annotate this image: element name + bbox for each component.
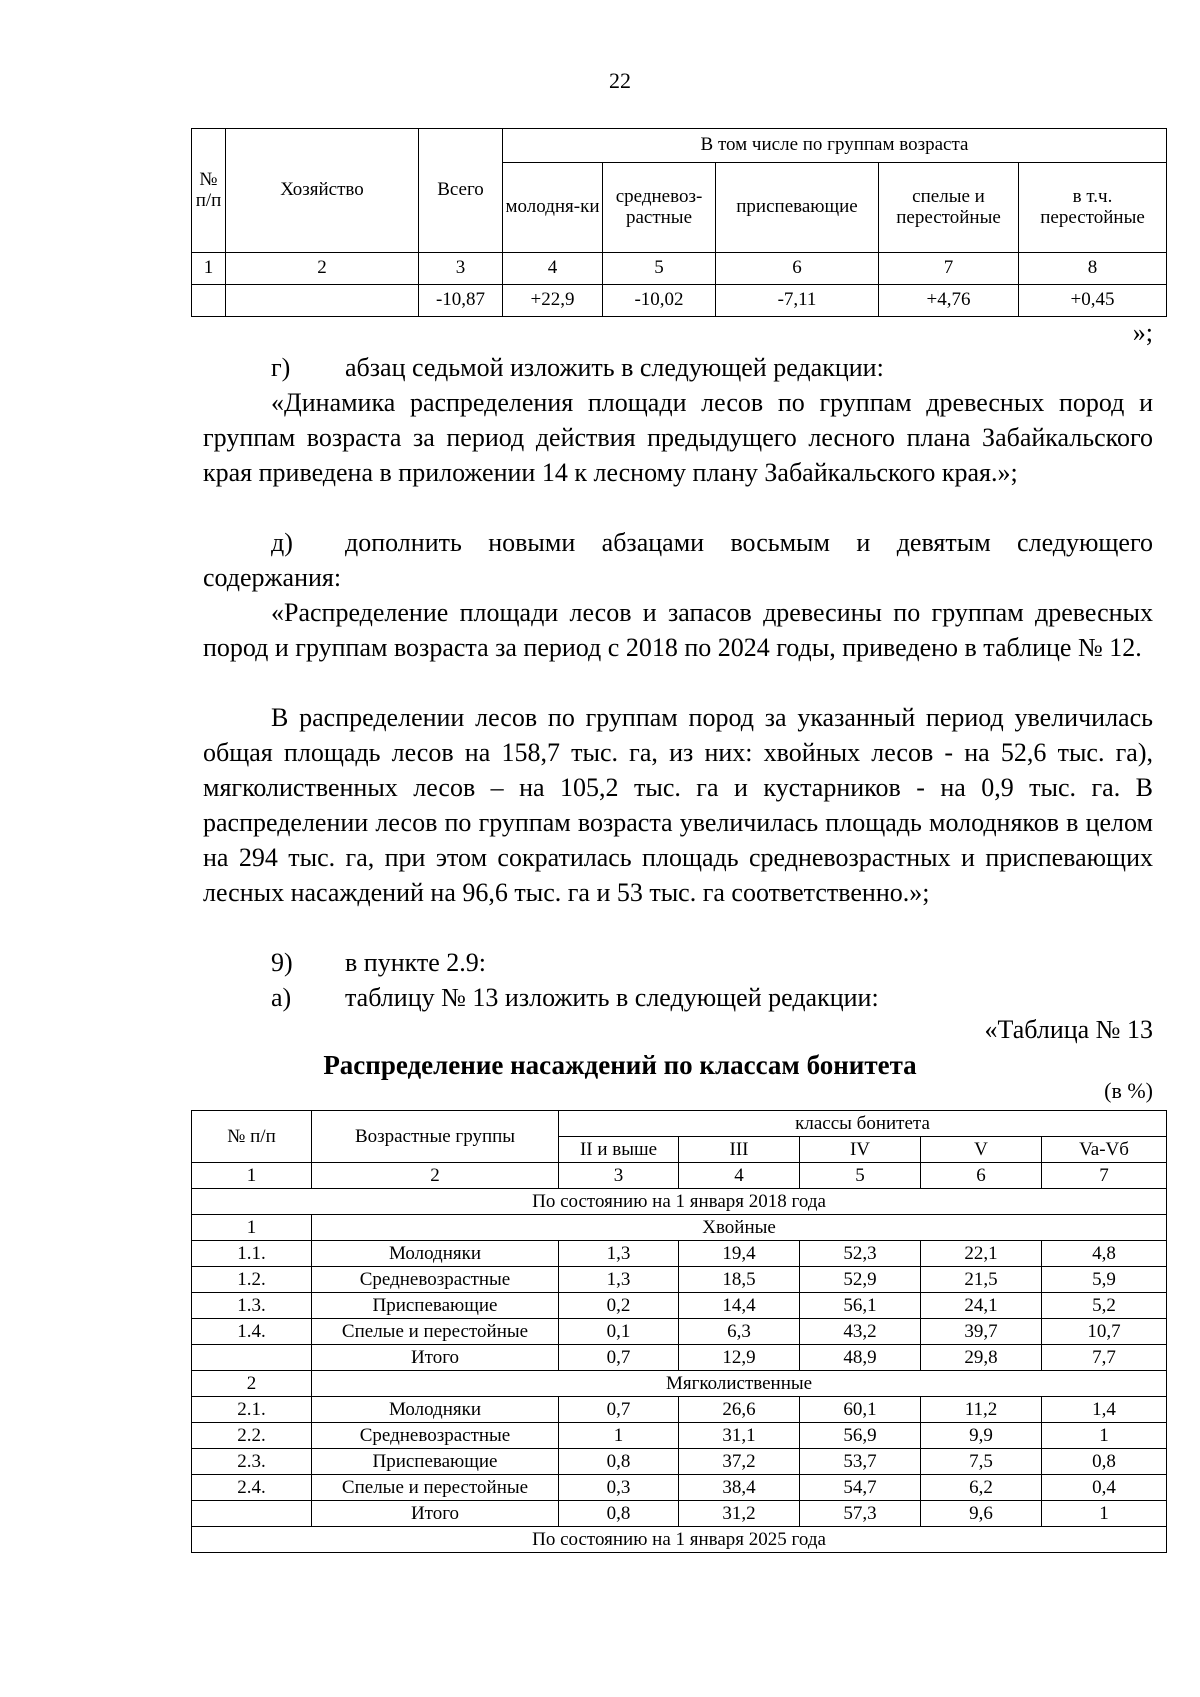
table-cell xyxy=(226,285,419,317)
group-name-softwood: Мягколиственные xyxy=(312,1371,1167,1397)
table-cell: 53,7 xyxy=(800,1449,921,1475)
table-cell: 56,1 xyxy=(800,1293,921,1319)
group-number: 1 xyxy=(192,1215,312,1241)
table-cell: Средневозрастные xyxy=(312,1267,559,1293)
table-row xyxy=(192,1293,1167,1319)
index-cell: 3 xyxy=(419,253,503,285)
table-cell: 14,4 xyxy=(679,1293,800,1319)
table-cell: Спелые и перестойные xyxy=(312,1319,559,1345)
closing-quote: »; xyxy=(1132,318,1153,347)
table-row xyxy=(192,1475,1167,1501)
table-row xyxy=(192,1501,1167,1527)
index-cell: 7 xyxy=(1042,1163,1167,1189)
table-cell: 48,9 xyxy=(800,1345,921,1371)
table-cell: 37,2 xyxy=(679,1449,800,1475)
class-header: V xyxy=(921,1137,1042,1163)
table-cell: +4,76 xyxy=(879,285,1019,317)
table-cell: 1 xyxy=(559,1423,679,1449)
young-header: молодня-ки xyxy=(503,163,603,253)
total-header: Всего xyxy=(419,129,503,253)
index-cell: 4 xyxy=(503,253,603,285)
table-cell: 60,1 xyxy=(800,1397,921,1423)
class-header: III xyxy=(679,1137,800,1163)
table-cell: 43,2 xyxy=(800,1319,921,1345)
table-cell: 0,2 xyxy=(559,1293,679,1319)
index-cell: 2 xyxy=(226,253,419,285)
overmature-header: в т.ч. перестойные xyxy=(1019,163,1167,253)
section-header-2018: По состоянию на 1 января 2018 года xyxy=(192,1189,1167,1215)
item-text: в пункте 2.9: xyxy=(345,948,487,977)
item-text: таблицу № 13 изложить в следующей редакции: xyxy=(345,983,879,1012)
table-cell: 18,5 xyxy=(679,1267,800,1293)
class-header: Va-Vб xyxy=(1042,1137,1167,1163)
item-d xyxy=(203,525,1153,595)
index-cell: 7 xyxy=(879,253,1019,285)
table-label: «Таблица № 13 xyxy=(984,1015,1153,1044)
table-cell: 1,3 xyxy=(559,1241,679,1267)
farm-header: Хозяйство xyxy=(226,129,419,253)
table-cell: 2.1. xyxy=(192,1397,312,1423)
table-cell: 1.3. xyxy=(192,1293,312,1319)
table-cell: 0,7 xyxy=(559,1397,679,1423)
table-cell: 29,8 xyxy=(921,1345,1042,1371)
item-label: 9) xyxy=(271,948,293,977)
index-cell: 8 xyxy=(1019,253,1167,285)
index-cell: 5 xyxy=(800,1163,921,1189)
page-number: 22 xyxy=(609,68,631,93)
table-cell: 6,2 xyxy=(921,1475,1042,1501)
paragraph-dynamics: «Динамика распределения площади лесов по группам древесных пород и группам возраста за период действия предыдущего лесного плана Забайкальского края приведена в приложении 14 к лесному плану Забайкальского края.»; xyxy=(203,388,1153,487)
table-cell: Спелые и перестойные xyxy=(312,1475,559,1501)
table-cell: 0,4 xyxy=(1042,1475,1167,1501)
table-cell: 0,8 xyxy=(559,1449,679,1475)
table-cell: 5,2 xyxy=(1042,1293,1167,1319)
table-cell: -10,87 xyxy=(419,285,503,317)
table-cell: 26,6 xyxy=(679,1397,800,1423)
mature-header: спелые и перестойные xyxy=(879,163,1019,253)
table-cell: 52,3 xyxy=(800,1241,921,1267)
table-cell xyxy=(192,1501,312,1527)
table-cell: 11,2 xyxy=(921,1397,1042,1423)
ripening-header: приспевающие xyxy=(716,163,879,253)
index-cell: 6 xyxy=(716,253,879,285)
table-cell: 1 xyxy=(1042,1423,1167,1449)
site-class-table xyxy=(191,1110,1167,1553)
class-header: II и выше xyxy=(559,1137,679,1163)
table-cell: 7,7 xyxy=(1042,1345,1167,1371)
table-cell: Средневозрастные xyxy=(312,1423,559,1449)
group-number: 2 xyxy=(192,1371,312,1397)
item-a xyxy=(203,980,1153,1015)
item-label: д) xyxy=(271,528,293,557)
table-cell: 22,1 xyxy=(921,1241,1042,1267)
table-cell: 2.4. xyxy=(192,1475,312,1501)
table-cell: 21,5 xyxy=(921,1267,1042,1293)
item-label: а) xyxy=(271,983,292,1012)
table-row xyxy=(192,1267,1167,1293)
item-9 xyxy=(203,945,1153,980)
index-cell: 1 xyxy=(192,1163,312,1189)
item-text: абзац седьмой изложить в следующей редакции: xyxy=(345,353,884,382)
item-text: дополнить новыми абзацами восьмым и девятым следующего содержания: xyxy=(203,528,1153,592)
table-row xyxy=(192,285,1167,317)
table-cell: 2.2. xyxy=(192,1423,312,1449)
paragraph-distribution: «Распределение площади лесов и запасов древесины по группам древесных пород и группам возраста за период с 2018 по 2024 годы, приведено в таблице № 12. xyxy=(203,598,1153,662)
table-cell: 9,6 xyxy=(921,1501,1042,1527)
conifers-rows xyxy=(192,1241,1167,1371)
table-cell: 1 xyxy=(1042,1501,1167,1527)
table-cell xyxy=(192,285,226,317)
table-cell: 7,5 xyxy=(921,1449,1042,1475)
table-cell: 4,8 xyxy=(1042,1241,1167,1267)
table-cell: 54,7 xyxy=(800,1475,921,1501)
index-cell: 4 xyxy=(679,1163,800,1189)
table-cell: 0,1 xyxy=(559,1319,679,1345)
num-header: № п/п xyxy=(192,129,226,253)
table-cell: 9,9 xyxy=(921,1423,1042,1449)
table-row xyxy=(192,1423,1167,1449)
table-row xyxy=(192,1397,1167,1423)
index-cell: 2 xyxy=(312,1163,559,1189)
section-header-2025: По состоянию на 1 января 2025 года xyxy=(192,1527,1167,1553)
table-cell: 1.2. xyxy=(192,1267,312,1293)
table-cell: 19,4 xyxy=(679,1241,800,1267)
table-cell: 2.3. xyxy=(192,1449,312,1475)
age-groups-table xyxy=(191,128,1167,317)
table-cell: +22,9 xyxy=(503,285,603,317)
table-cell: 12,9 xyxy=(679,1345,800,1371)
table-cell: 1.1. xyxy=(192,1241,312,1267)
age-groups-header: В том числе по группам возраста xyxy=(503,129,1167,163)
table-cell: Приспевающие xyxy=(312,1449,559,1475)
table-row xyxy=(192,1449,1167,1475)
table-cell: 1.4. xyxy=(192,1319,312,1345)
table-cell: Молодняки xyxy=(312,1241,559,1267)
group-name-conifers: Хвойные xyxy=(312,1215,1167,1241)
unit-label: (в %) xyxy=(1104,1078,1153,1103)
table-cell: +0,45 xyxy=(1019,285,1167,317)
table-cell: 39,7 xyxy=(921,1319,1042,1345)
table-cell: 0,8 xyxy=(1042,1449,1167,1475)
item-g xyxy=(203,350,1153,385)
table-cell: Итого xyxy=(312,1501,559,1527)
table-cell: 1,3 xyxy=(559,1267,679,1293)
table-cell: -7,11 xyxy=(716,285,879,317)
table-cell: 24,1 xyxy=(921,1293,1042,1319)
table-cell: -10,02 xyxy=(603,285,716,317)
table-row xyxy=(192,1345,1167,1371)
index-cell: 6 xyxy=(921,1163,1042,1189)
table-cell: 52,9 xyxy=(800,1267,921,1293)
table-cell: 31,1 xyxy=(679,1423,800,1449)
table-cell: Приспевающие xyxy=(312,1293,559,1319)
softwood-rows xyxy=(192,1397,1167,1527)
table-cell: 0,3 xyxy=(559,1475,679,1501)
paragraph-changes: В распределении лесов по группам пород за указанный период увеличилась общая площадь лесов на 158,7 тыс. га, из них: хвойных лесов - на 52,6 тыс. га), мягколиственных лесов – на 105,2 тыс. га и кустарников - на 0,9 тыс. га. В распределении лесов по группам возраста увеличилась площадь молодняков в целом на 294 тыс. га, при этом сократилась площадь средневозрастных и приспевающих лесных насаждений на 96,6 тыс. га и 53 тыс. га соответственно.»; xyxy=(203,703,1153,907)
index-cell: 5 xyxy=(603,253,716,285)
index-row xyxy=(192,1163,1167,1189)
table-cell: 5,9 xyxy=(1042,1267,1167,1293)
item-label: г) xyxy=(271,353,291,382)
num-header: № п/п xyxy=(192,1111,312,1163)
table-cell xyxy=(192,1345,312,1371)
table-cell: 6,3 xyxy=(679,1319,800,1345)
table-cell: 56,9 xyxy=(800,1423,921,1449)
middle-age-header: средневоз-растные xyxy=(603,163,716,253)
site-classes-header: классы бонитета xyxy=(559,1111,1167,1137)
table-title: Распределение насаждений по классам бонитета xyxy=(323,1050,917,1080)
table-cell: 31,2 xyxy=(679,1501,800,1527)
table-cell: 0,7 xyxy=(559,1345,679,1371)
table-cell: Итого xyxy=(312,1345,559,1371)
table-cell: Молодняки xyxy=(312,1397,559,1423)
table-cell: 38,4 xyxy=(679,1475,800,1501)
table-cell: 10,7 xyxy=(1042,1319,1167,1345)
age-groups-header: Возрастные группы xyxy=(312,1111,559,1163)
index-cell: 3 xyxy=(559,1163,679,1189)
table-cell: 57,3 xyxy=(800,1501,921,1527)
table-row xyxy=(192,1319,1167,1345)
table-cell: 1,4 xyxy=(1042,1397,1167,1423)
table-row xyxy=(192,1241,1167,1267)
table-cell: 0,8 xyxy=(559,1501,679,1527)
index-cell: 1 xyxy=(192,253,226,285)
index-row xyxy=(192,253,1167,285)
class-header: IV xyxy=(800,1137,921,1163)
